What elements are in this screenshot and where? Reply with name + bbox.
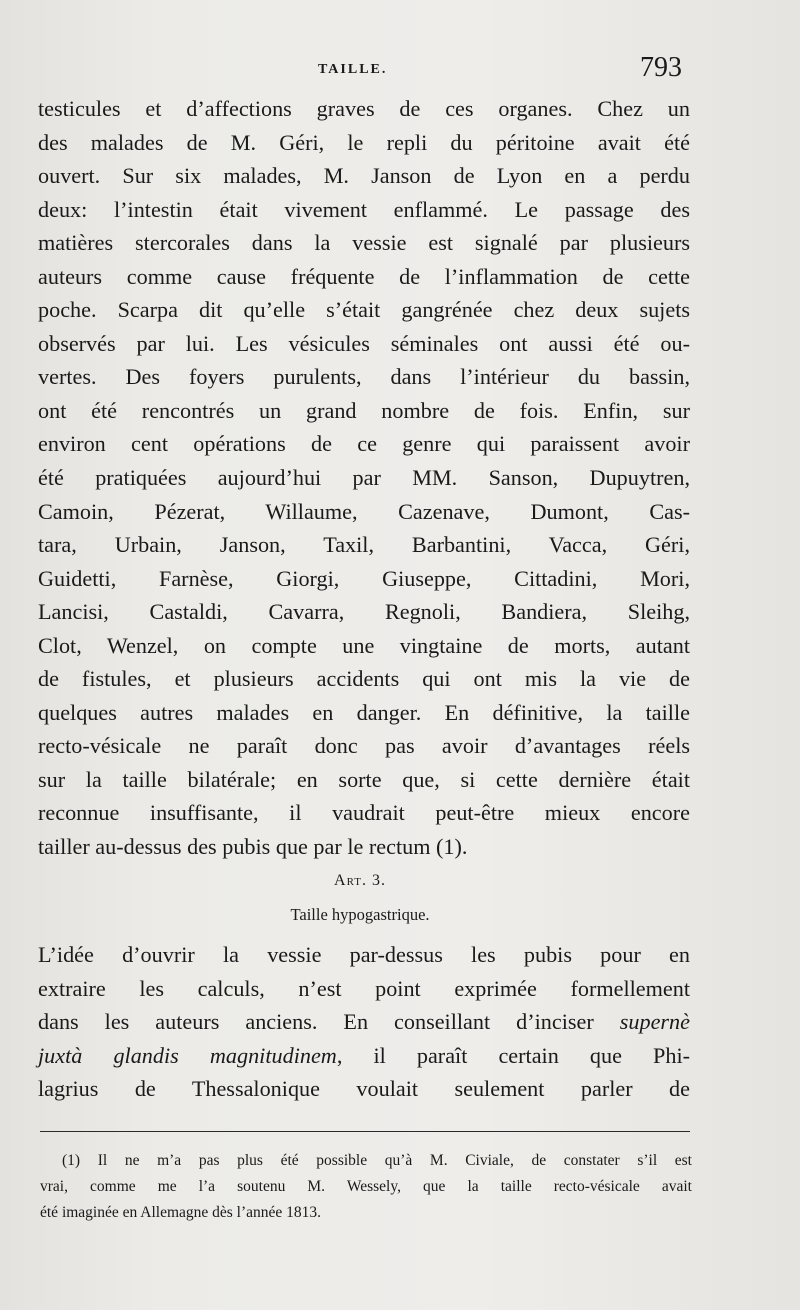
italic-phrase: supernè xyxy=(619,1009,690,1035)
footnote-divider xyxy=(40,1131,690,1132)
text-line xyxy=(38,1039,690,1073)
text-line: environ cent opérations de ce genre qui paraissent avoir xyxy=(38,431,690,457)
text-line: Guidetti, Farnèse, Giorgi, Giuseppe, Cittadini, Mori, xyxy=(38,565,690,591)
text-line: L’idée d’ouvrir la vessie par-dessus les pubis pour en xyxy=(38,942,690,967)
text-line: auteurs comme cause fréquente de l’inflammation de cette xyxy=(38,263,690,289)
text-line: des malades de M. Géri, le repli du péritoine avait été xyxy=(38,129,690,155)
text-line: observés par lui. Les vésicules séminales ont aussi été ou- xyxy=(38,330,690,356)
second-paragraph xyxy=(38,938,690,1106)
text-line: recto-vésicale ne paraît donc pas avoir d’avantages réels xyxy=(38,733,690,759)
text-line: tailler au-dessus des pubis que par le rectum (1). xyxy=(38,834,468,860)
text-line: poche. Scarpa dit qu’elle s’était gangrénée chez deux sujets xyxy=(38,297,690,323)
text-segment: dans les auteurs anciens. En conseillant d’inciser xyxy=(38,1009,620,1035)
text-line: quelques autres malades en danger. En définitive, la taille xyxy=(38,699,690,725)
main-paragraph xyxy=(38,92,690,864)
running-title: TAILLE. xyxy=(318,62,388,77)
text-line: vertes. Des foyers purulents, dans l’intérieur du bassin, xyxy=(38,364,690,390)
text-line: deux: l’intestin était vivement enflammé. Le passage des xyxy=(38,196,690,222)
footnote-line: vrai, comme me l’a soutenu M. Wessely, que la taille recto-vésicale avait xyxy=(40,1178,692,1195)
text-line: Lancisi, Castaldi, Cavarra, Regnoli, Bandiera, Sleihg, xyxy=(38,599,690,625)
section-subtitle: Taille hypogastrique. xyxy=(290,905,430,924)
text-line: Clot, Wenzel, on compte une vingtaine de morts, autant xyxy=(38,632,690,658)
text-line xyxy=(38,1005,690,1039)
text-line: reconnue insuffisante, il vaudrait peut-être mieux encore xyxy=(38,800,690,826)
italic-phrase: juxtà glandis magnitudinem xyxy=(38,1042,337,1068)
article-number: Art. 3. xyxy=(334,872,386,889)
text-line: ouvert. Sur six malades, M. Janson de Lyon en a perdu xyxy=(38,163,690,189)
text-line: extraire les calculs, n’est point exprimée formellement xyxy=(38,975,690,1001)
footnote-line: été imaginée en Allemagne dès l’année 1813. xyxy=(40,1204,322,1221)
footnote-line: (1) Il ne m’a pas plus été possible qu’à M. Civiale, de constater s’il est xyxy=(62,1152,692,1169)
text-line: ont été rencontrés un grand nombre de fois. Enfin, sur xyxy=(38,397,690,423)
text-line: tara, Urbain, Janson, Taxil, Barbantini, Vacca, Géri, xyxy=(38,532,690,558)
text-line: été pratiquées aujourd’hui par MM. Sanson, Dupuytren, xyxy=(38,465,690,491)
footnote xyxy=(40,1148,692,1226)
text-line: lagrius de Thessalonique voulait seulement parler de xyxy=(38,1076,690,1102)
text-line: de fistules, et plusieurs accidents qui ont mis la vie de xyxy=(38,666,690,692)
text-line: sur la taille bilatérale; en sorte que, si cette dernière était xyxy=(38,766,690,792)
text-segment: , il paraît certain que Phi- xyxy=(336,1042,691,1068)
text-line: Camoin, Pézerat, Willaume, Cazenave, Dumont, Cas- xyxy=(38,498,690,524)
text-line: testicules et d’affections graves de ces organes. Chez un xyxy=(38,96,690,121)
page-number: 793 xyxy=(640,52,682,83)
article-heading xyxy=(0,872,720,890)
running-head xyxy=(0,52,760,88)
text-line: matières stercorales dans la vessie est signalé par plusieurs xyxy=(38,230,690,256)
